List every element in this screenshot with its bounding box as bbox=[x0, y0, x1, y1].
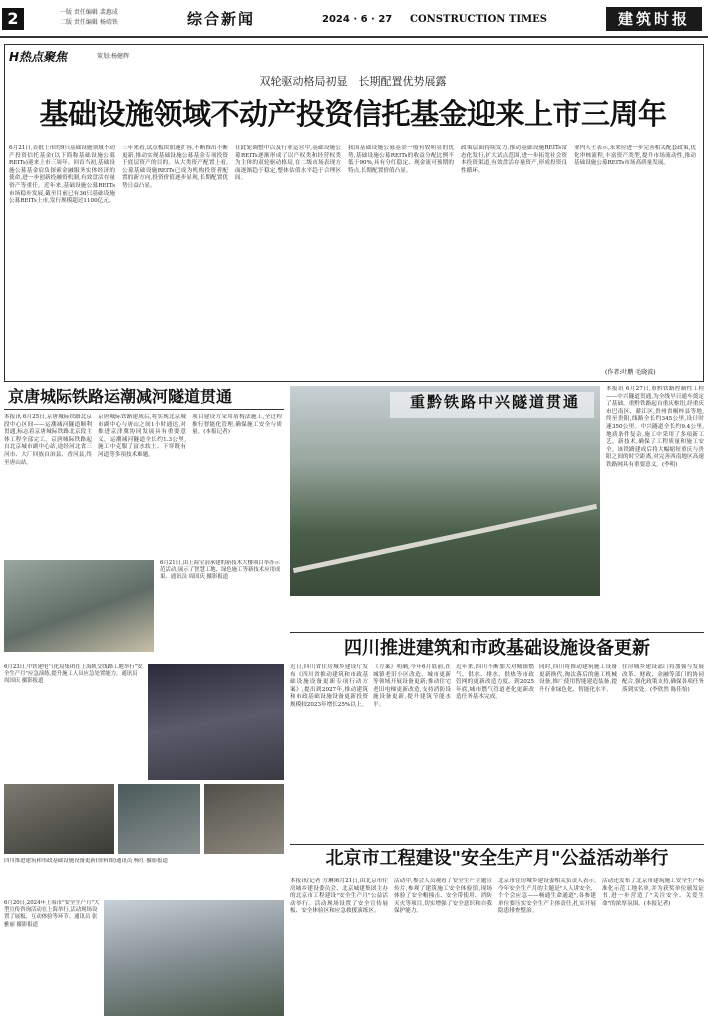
photo-2-caption: 6月23日,中铁建电气化局集团在上海轨交线路工地举行"安全生产月"应急演练,提升施工人员应急处置能力。通讯员 周国庆 摄影报道 bbox=[4, 664, 143, 685]
bj-safety-col-2: 活动中,参会人员观看了安全生产主题宣传片,参观了建筑施工安全体验馆,现场体验了安全帽撞击、安全带使用、消防灭火等项目,切实增强了安全意识和自我保护能力。 bbox=[394, 878, 492, 915]
hot-col-4: 我国基础设施公募基金一般有较明显的优势,基础设施公募REITs的收益分配比例不低于90%,具有分红稳定、现金流可预期的特点,长期配置价值凸显。 bbox=[348, 145, 454, 174]
cq-tunnel-title: 重黔铁路中兴隧道贯通 bbox=[409, 393, 580, 411]
sichuan-col-3: 近年来,四川不断加大对城镇燃气、供水、排水、供热等市政管网的更新改造力度。到2025年底,城市燃气管道老化更新改造任务基本完成。 bbox=[456, 664, 534, 701]
hot-editor: 策划:杨健辉 bbox=[97, 53, 130, 60]
photo-6 bbox=[104, 900, 284, 1016]
masthead-rule bbox=[0, 36, 708, 38]
section-title: 综合新闻 bbox=[187, 10, 256, 28]
hot-label: H热点聚焦 bbox=[9, 50, 68, 64]
sichuan-col-1: 近日,四川省住房城乡建设厅发布《四川省推动建筑和市政基础设施设备更新专项行动方案》,提出到2027年,推动建筑和市政基础设施设备更新投资规模较2023年增长25%以上。 bbox=[290, 664, 368, 708]
sichuan-col-2: 《方案》明确,今年6月底前,在城镇老旧小区改造、城市更新等领域开展设备更新;推动住宅老旧电梯更新改造,支持消防设施设备更新,提升建筑节能水平。 bbox=[373, 664, 451, 708]
photo-2 bbox=[148, 664, 284, 780]
paper-name-en: CONSTRUCTION TIMES bbox=[410, 14, 547, 25]
photo-3 bbox=[4, 784, 114, 854]
editor-line-1: 一版 责任编辑 裴惠成 bbox=[60, 9, 118, 16]
photo-6-caption: 6月20日,2024年上海市"安全生产月"大型宣传咨询活动在上海举行,活动现场设置了展板、互动体验等环节。通讯员 张雅丽 摄影报道 bbox=[4, 900, 100, 928]
page-number: 2 bbox=[2, 8, 24, 30]
masthead bbox=[0, 0, 708, 38]
bj-tunnel-col-1: 本报讯 6月25日,京唐城际铁路北京段中心区间——运潮减河隧道顺利贯通,标志着京唐城际铁路北京段主体工程全部完工。京唐城际铁路起自北京城市副中心站,途经河北省三河市、大厂回族自治县、香河县,终至唐山站。 bbox=[4, 414, 92, 466]
hot-headline: 基础设施领域不动产投资信托基金迎来上市三周年 bbox=[39, 97, 667, 131]
hot-col-2: 三年来看,试点板块加速扩容,不断推出不断更新,推动实现基础设施公募基金专项投资于底层资产的目的。从大类资产配置上看,公募基础设施REITs已成为机构投资者配置的新方向,投资价值逐步显现,长期配置优势日益凸显。 bbox=[122, 145, 228, 189]
bj-tunnel-title: 京唐城际铁路运潮减河隧道贯通 bbox=[8, 387, 233, 406]
bj-tunnel-rule bbox=[4, 409, 284, 410]
hot-credit: (作者:叶鹏 毛晓波) bbox=[605, 369, 656, 376]
photo-4 bbox=[118, 784, 200, 854]
sichuan-title: 四川推进建筑和市政基础设施设备更新 bbox=[344, 638, 650, 659]
sichuan-col-5: 住房城乡建设部门将加强与发展改革、财政、金融等部门的协同配合,强化政策支持,确保各项任务落到实处。(李欣然 陈佳怡) bbox=[622, 664, 704, 693]
hot-focus-box bbox=[4, 44, 704, 382]
hot-col-6: 业内人士表示,未来应进一步完善相关配套政策,优化审核流程,丰富资产类型,提升市场流动性,推动基础设施公募REITs市场高质量发展。 bbox=[574, 145, 696, 167]
sichuan-rule-top bbox=[290, 632, 704, 633]
tunnel-photo bbox=[290, 386, 600, 596]
hot-kicker: 双轮驱动格局初显 长期配置优势展露 bbox=[259, 75, 447, 88]
bj-tunnel-col-2: 京唐城际铁路建成后,将实现北京城市副中心与唐山之间1小时通达,对推进京津冀协同发展具有重要意义。运潮减河隧道全长约1.3公里,施工中克服了富水软土、下穿既有河道等多项技术难题。 bbox=[98, 414, 186, 458]
bj-safety-col-4: 活动还发布了北京市建筑施工安全生产标准化示范工地名单,并为获奖单位颁发证书,进一步营造了"关注安全、关爱生命"的浓厚氛围。(本报记者) bbox=[602, 878, 704, 907]
hot-col-1: 6月21日,首批上市的9只基础设施领域不动产投资信托基金(以下简称基础设施公募REITs)迎来上市三周年。回首当初,基础设施公募基金肩负探索金融服务实体经济的使命,进一步创新投融资机制,有效盘活存量资产等重任。近年来,基础设施公募REITs市场稳步发展,截至目前已有36只基础设施公募REITs上市,发行规模超过1100亿元。 bbox=[9, 145, 115, 205]
photo-1 bbox=[4, 560, 154, 652]
hot-col-5: 政策层面持续发力,推动基础设施REITs常态化发行,扩大试点范围,进一步拓宽社会资本投资渠道,有效盘活存量资产,形成投资良性循环。 bbox=[461, 145, 567, 174]
bj-safety-col-1: 本报讯(记者 方琳)6月21日,由北京市住房城乡建设委员会、北京城建集团主办的北京市工程建设"安全生产月"公益活动举行。活动现场设置了安全宣传展板、安全体验区和应急救援演练区。 bbox=[290, 878, 388, 915]
bj-tunnel-col-3: 项目建设方采用盾构法施工,全过程推行智能化管理,确保施工安全与质量。(本报记者) bbox=[192, 414, 282, 436]
photo-5-caption: 四川推进建筑和市政基础设施设备更新(资料图)通讯员 杨红 摄影报道 bbox=[4, 858, 168, 864]
hot-col-3: 在此轮调整中以及行业运营中,基础设施公募REITs逐渐形成了以产权类和经营权类为主体的双轮驱动格局,在二级市场表现方面逐渐趋于稳定,整体估值水平趋于合理区间。 bbox=[235, 145, 341, 182]
paper-name-cn: 建筑时报 bbox=[606, 7, 702, 31]
bj-safety-col-3: 北京市住房城乡建设委相关负责人表示,今年安全生产月的主题是"人人讲安全、个个会应急——畅通生命通道",各参建单位要压实安全生产主体责任,扎实开展隐患排查整治。 bbox=[498, 878, 596, 915]
cq-tunnel-body: 本报讯 6月27日,重黔铁路控制性工程——中兴隧道贯通,为全线早日通车奠定了基础。重黔铁路起自重庆枢纽,经重庆市巴南区、綦江区,贵州省桐梓县等地,终至贵阳,线路全长约345公里,设计时速350公里。中兴隧道全长约9.4公里,地质条件复杂,施工中采用了多项新工艺、新技术,确保了工程质量和施工安全。该铁路建成后将大幅缩短重庆与贵阳之间的时空距离,对完善西南地区高速铁路网具有重要意义。(李明) bbox=[606, 386, 704, 468]
tunnel-bridge bbox=[293, 504, 597, 573]
photo-5 bbox=[204, 784, 284, 854]
bj-safety-title: 北京市工程建设"安全生产月"公益活动举行 bbox=[325, 848, 669, 869]
issue-date: 2024 · 6 · 27 bbox=[322, 14, 393, 25]
editor-line-2: 二版 责任编辑 杨靖铁 bbox=[60, 19, 118, 26]
bj-safety-rule-top bbox=[290, 844, 704, 845]
sichuan-col-4: 同时,四川将推动建筑施工设备更新换代,淘汰落后的施工机械设备,推广使用智能建造装备,提升行业绿色化、智能化水平。 bbox=[539, 664, 617, 693]
photo-1-caption: 6月21日,由上海宝冶承建的新技术大楼项目举办示范活动,展示了智慧工地、绿色施工等新技术应用成果。通讯员 周国庆 摄影报道 bbox=[160, 560, 281, 581]
